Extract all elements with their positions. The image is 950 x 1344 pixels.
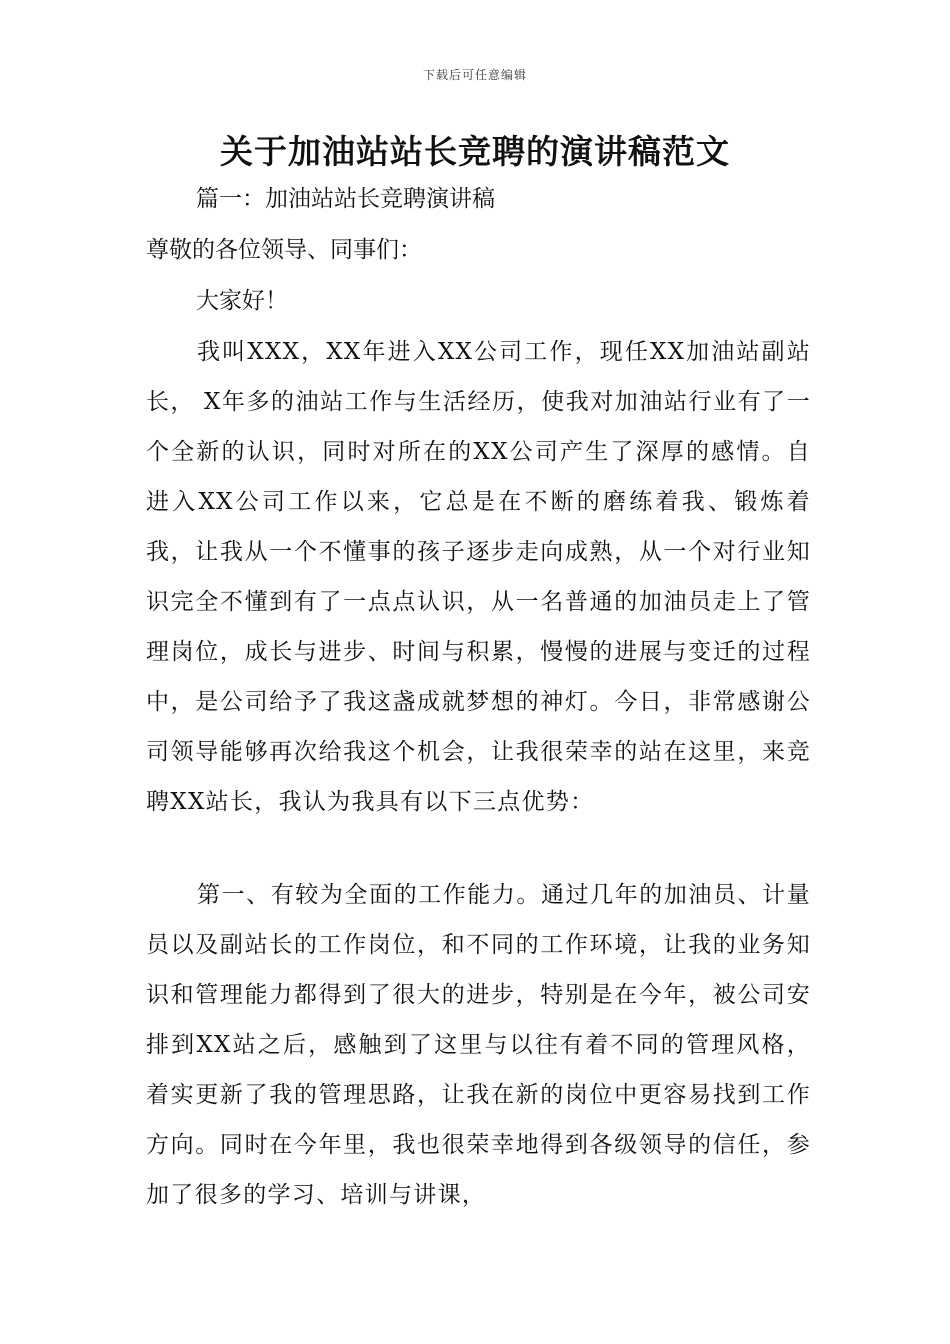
header-note: 下载后可任意编辑 bbox=[422, 68, 527, 82]
greeting: 大家好！ bbox=[196, 288, 288, 314]
section-subtitle: 篇一：加油站站长竞聘演讲稿 bbox=[196, 186, 495, 212]
salutation: 尊敬的各位领导、同事们： bbox=[146, 237, 422, 263]
document-title: 关于加油站站长竞聘的演讲稿范文 bbox=[220, 132, 730, 171]
body-paragraph-1: 我叫XXX，XX年进入XX公司工作，现任XX加油站副站长， X年多的油站工作与生活经历，使我对加油站行业有了一个全新的认识，同时对所在的XX公司产生了深厚的感情。自进入XX公司工作以来，它总是在不断的磨练着我、锻炼着我，让我从一个不懂事的孩子逐步走向成熟，从一个对行业知识完全不懂到有了一点点认识，从一名普通的加油员走上了管理岗位，成长与进步、时间与积累，慢慢的进展与变迁的过程中，是公司给予了我这盏成就梦想的神灯。今日，非常感谢公司领导能够再次给我这个机会，让我很荣幸的站在这里，来竞聘XX站长，我认为我具有以下三点优势： bbox=[146, 339, 811, 815]
body-paragraph-2: 第一、有较为全面的工作能力。通过几年的加油员、计量员以及副站长的工作岗位，和不同的工作环境，让我的业务知识和管理能力都得到了很大的进步，特别是在今年，被公司安排到XX站之后，感触到了这里与以往有着不同的管理风格，着实更新了我的管理思路，让我在新的岗位中更容易找到工作方向。同时在今年里，我也很荣幸地得到各级领导的信任，参加了很多的学习、培训与讲课， bbox=[146, 882, 811, 1208]
